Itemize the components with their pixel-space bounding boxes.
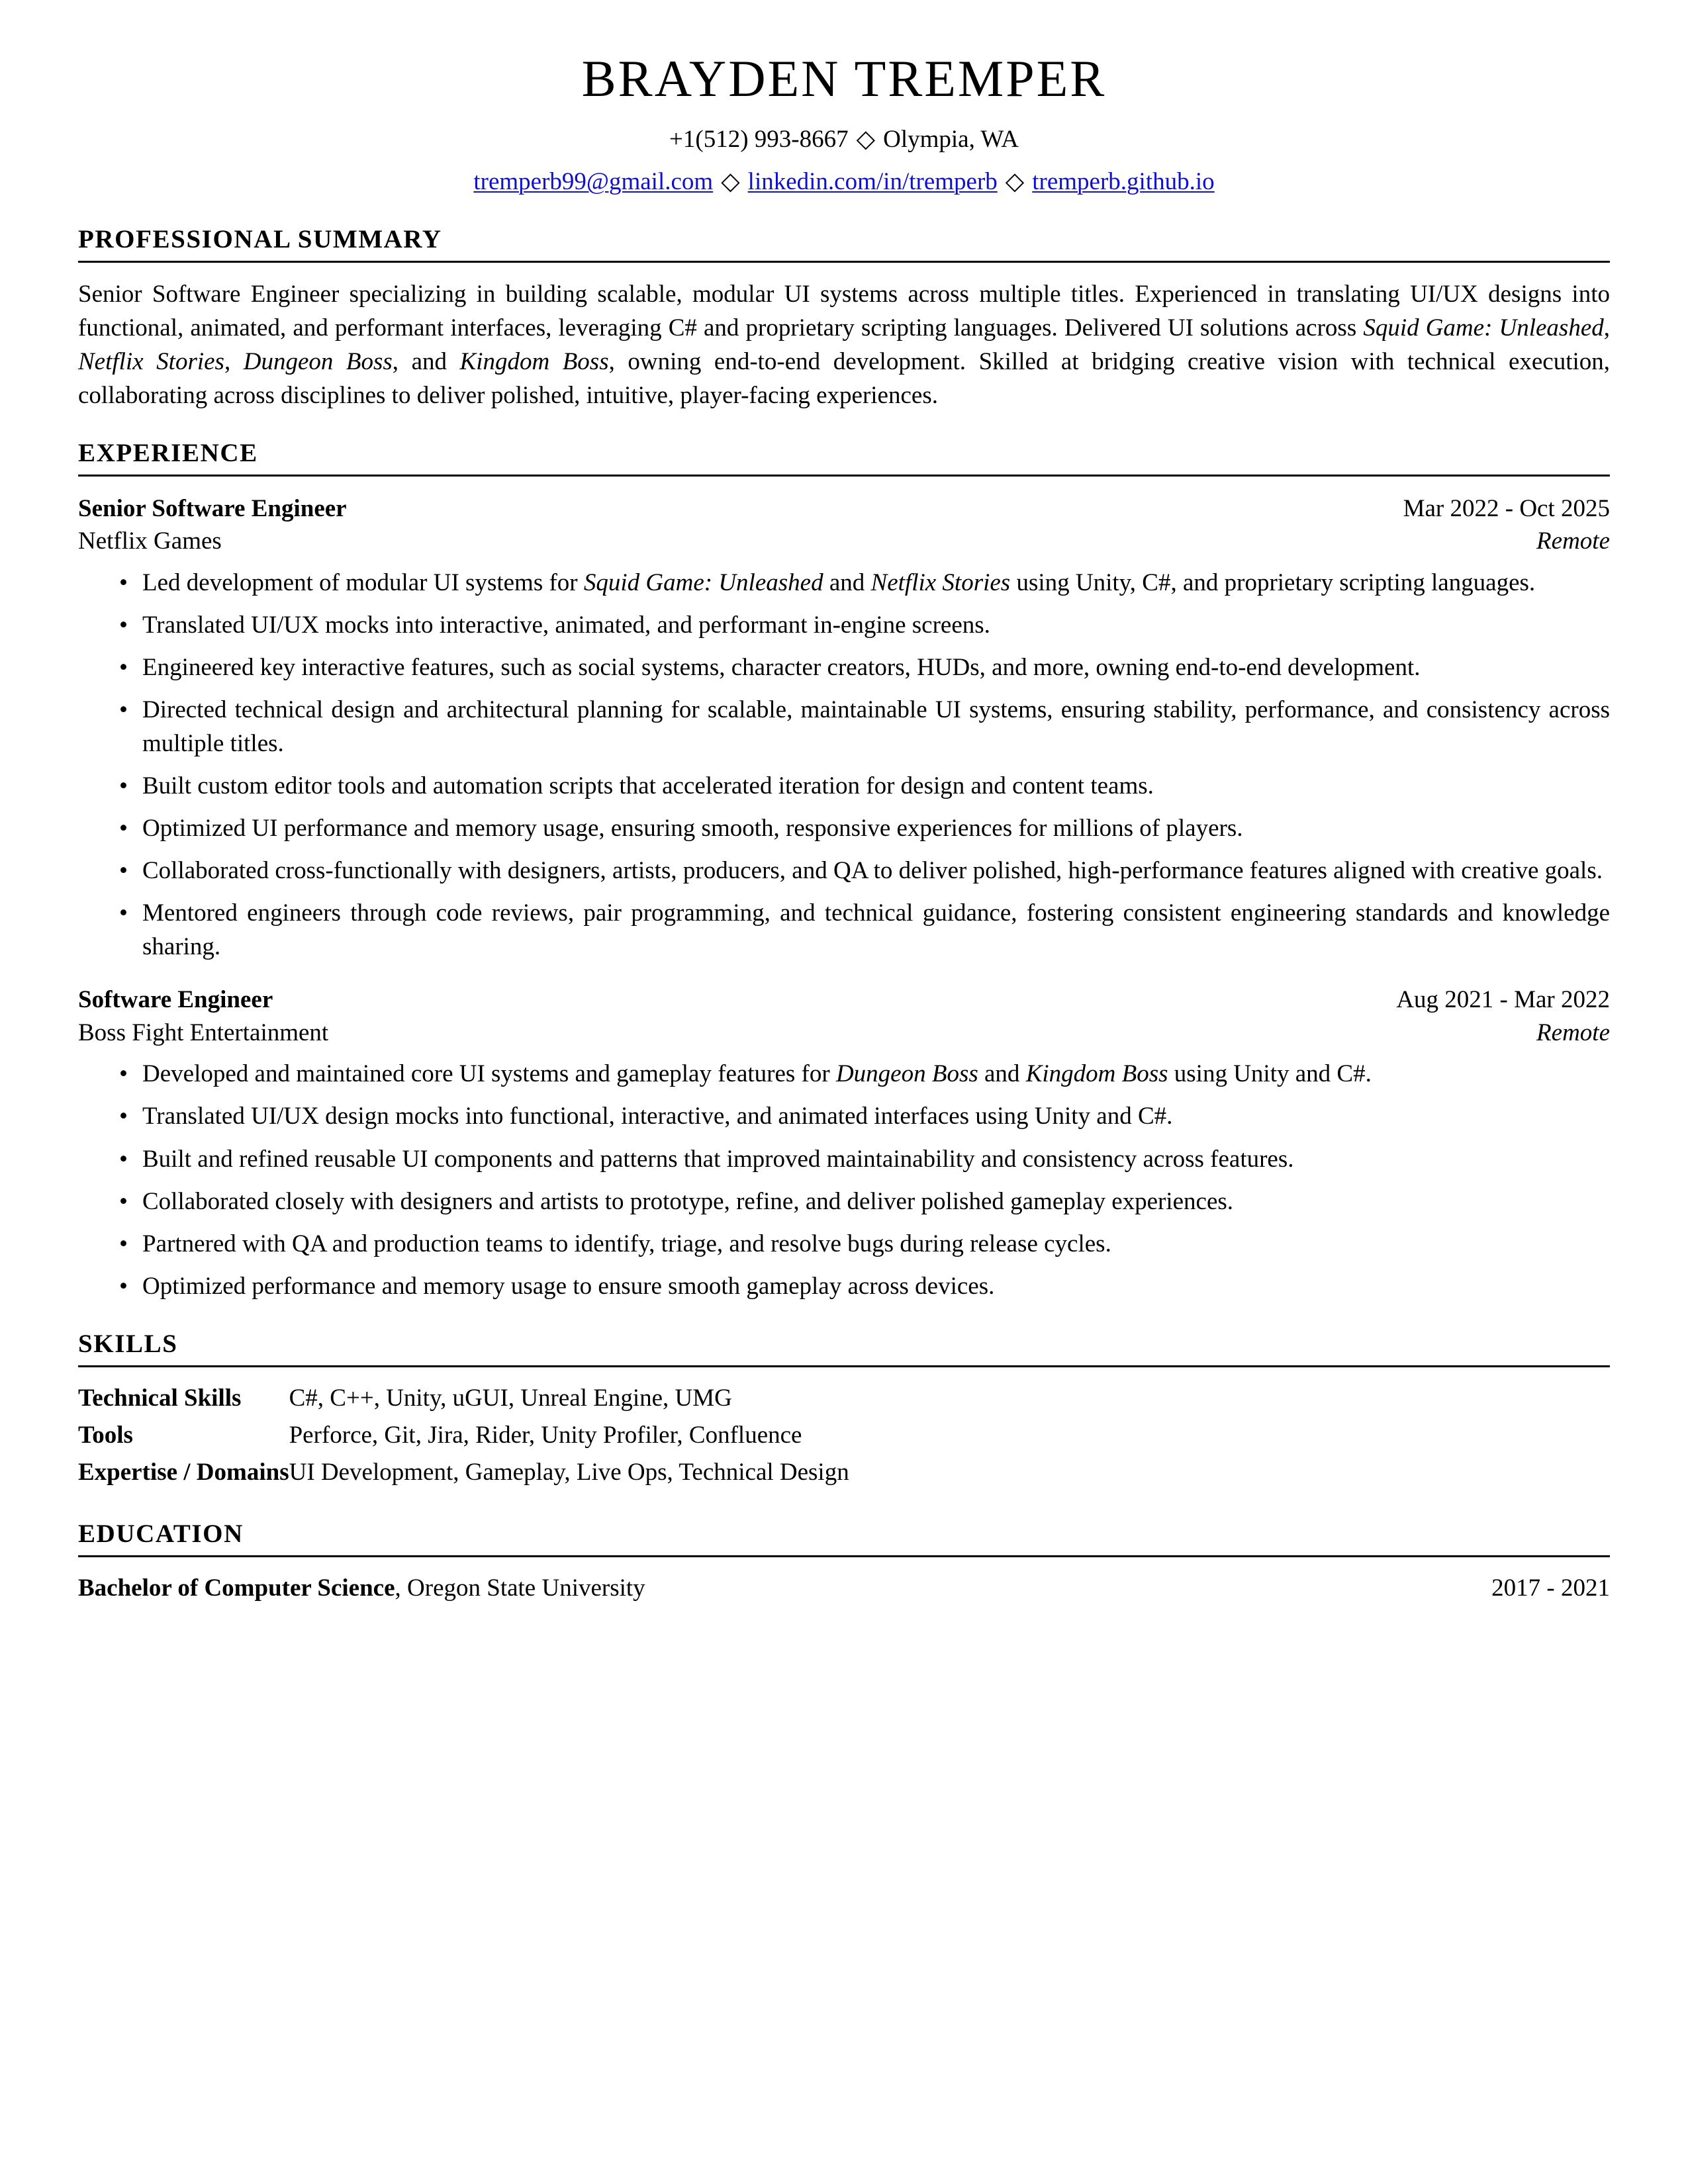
experience-entry: [78, 983, 1610, 1302]
education-degree-line: [78, 1572, 645, 1605]
job-subheader-row: [78, 1017, 1610, 1050]
summary-text-3: ,: [224, 347, 244, 375]
bullet-text-mid: and: [823, 569, 871, 596]
job-title: Senior Software Engineer: [78, 494, 347, 522]
skill-category-value: UI Development, Gameplay, Live Ops, Technical Design: [289, 1458, 849, 1486]
game-title-squid-game: Squid Game: Unleashed: [1363, 314, 1604, 341]
diamond-separator-icon: ◇: [856, 125, 876, 153]
section-divider: [78, 1555, 1610, 1557]
bullet-item: • Engineered key interactive features, such as social systems, character creators, HUDs, and more, owning end-to-end development.: [78, 651, 1610, 684]
bullet-text-mid: and: [978, 1060, 1026, 1088]
skill-category-label: Technical Skills: [78, 1384, 242, 1412]
bullet-text-post: using Unity and C#.: [1168, 1060, 1372, 1088]
skills-table: [78, 1382, 849, 1494]
section-title: PROFESSIONAL SUMMARY: [78, 224, 442, 253]
skill-category-label: Tools: [78, 1421, 133, 1449]
section-divider: [78, 475, 1610, 477]
bullet-item: • Translated UI/UX mocks into interactive, animated, and performant in-engine screens.: [78, 608, 1610, 642]
phone-number: +1(512) 993-8667: [669, 125, 849, 153]
bullet-item: • Mentored engineers through code reviews, pair programming, and technical guidance, fostering consistent engineering standards and knowledge sharing.: [78, 896, 1610, 964]
summary-text-4: , and: [392, 347, 460, 375]
game-title-netflix-stories: Netflix Stories: [870, 569, 1011, 596]
skill-category-label: Expertise / Domains: [78, 1458, 289, 1486]
education-separator: ,: [395, 1574, 408, 1602]
game-title-kingdom-boss: Kingdom Boss: [1025, 1060, 1168, 1088]
table-row: [78, 1419, 849, 1456]
summary-text-5: , owning end-to-end development. Skilled at bridging creative vision with technical execution, collaborating across disciplines to deliver polished, intuitive, player-facing experiences.: [78, 347, 1611, 409]
job-header-row: [78, 983, 1610, 1017]
game-title-dungeon-boss: Dungeon Boss: [835, 1060, 978, 1088]
job-header-row: [78, 492, 1610, 525]
candidate-name: BRAYDEN TREMPER: [581, 50, 1107, 107]
bullet-item: • Built and refined reusable UI components and patterns that improved maintainability and consistency across features.: [78, 1142, 1610, 1176]
bullet-item: • Collaborated cross-functionally with designers, artists, producers, and QA to deliver polished, high-performance features aligned with creative goals.: [78, 854, 1610, 887]
job-bullet-list: [78, 566, 1610, 964]
education-school: Oregon State University: [407, 1574, 645, 1602]
bullet-item: • Partnered with QA and production teams to identify, triage, and resolve bugs during release cycles.: [78, 1227, 1610, 1261]
bullet-item: • Directed technical design and architectural planning for scalable, maintainable UI systems, ensuring stability, performance, and consistency across multiple titles.: [78, 693, 1610, 760]
website-link[interactable]: tremperb.github.io: [1032, 167, 1215, 195]
game-title-kingdom-boss: Kingdom Boss: [459, 347, 609, 375]
table-row: [78, 1382, 849, 1419]
education-entry: [78, 1572, 1610, 1605]
job-date-range: Aug 2021 - Mar 2022: [1396, 986, 1610, 1014]
bullet-item: • Built custom editor tools and automation scripts that accelerated iteration for design and content teams.: [78, 769, 1610, 803]
game-title-squid-game: Squid Game: Unleashed: [583, 569, 823, 596]
game-title-dungeon-boss: Dungeon Boss: [243, 347, 393, 375]
contact-line-primary: [78, 123, 1610, 156]
section-skills: [78, 1330, 1610, 1493]
job-subheader-row: [78, 525, 1610, 558]
bullet-item: • Collaborated closely with designers and artists to prototype, refine, and deliver polished gameplay experiences.: [78, 1185, 1610, 1218]
experience-entry: [78, 492, 1610, 964]
bullet-item: • Optimized performance and memory usage to ensure smooth gameplay across devices.: [78, 1269, 1610, 1303]
summary-text-2: ,: [1603, 314, 1610, 341]
section-divider: [78, 1365, 1610, 1367]
diamond-separator-icon: ◇: [1005, 167, 1025, 195]
skill-category-value: Perforce, Git, Jira, Rider, Unity Profiler, Confluence: [289, 1421, 802, 1449]
table-row: [78, 1456, 849, 1493]
bullet-text-pre: Led development of modular UI systems for: [142, 569, 584, 596]
job-company: Netflix Games: [78, 527, 222, 555]
game-title-netflix-stories: Netflix Stories: [78, 347, 224, 375]
section-professional-summary: [78, 225, 1610, 412]
section-divider: [78, 261, 1610, 263]
skill-category-value: C#, C++, Unity, uGUI, Unreal Engine, UMG: [289, 1384, 732, 1412]
section-title: EXPERIENCE: [78, 438, 258, 467]
job-company: Boss Fight Entertainment: [78, 1019, 329, 1046]
job-date-range: Mar 2022 - Oct 2025: [1403, 494, 1610, 522]
bullet-text-post: using Unity, C#, and proprietary scripting languages.: [1010, 569, 1536, 596]
bullet-item: • Translated UI/UX design mocks into functional, interactive, and animated interfaces using Unity and C#.: [78, 1099, 1610, 1133]
email-link[interactable]: tremperb99@gmail.com: [473, 167, 714, 195]
section-experience: [78, 439, 1610, 1303]
bullet-item: [78, 1057, 1610, 1091]
section-education: [78, 1520, 1610, 1604]
job-location: Remote: [1536, 1019, 1610, 1046]
contact-line-links: [78, 165, 1610, 199]
bullet-item: • Optimized UI performance and memory usage, ensuring smooth, responsive experiences for millions of players.: [78, 811, 1610, 845]
resume-content: [78, 0, 1610, 1605]
linkedin-link[interactable]: linkedin.com/in/tremperb: [747, 167, 998, 195]
section-title: SKILLS: [78, 1329, 178, 1358]
job-location: Remote: [1536, 527, 1610, 555]
job-title: Software Engineer: [78, 986, 273, 1014]
job-bullet-list: [78, 1057, 1610, 1302]
location-text: Olympia, WA: [883, 125, 1019, 153]
summary-text-1: Senior Software Engineer specializing in building scalable, modular UI systems across multiple titles. Experienced in translating UI/UX designs into functional, animated, and performant interfaces, leveraging C# and proprietary scripting languages. Delivered UI solutions across: [78, 280, 1610, 341]
education-degree: Bachelor of Computer Science: [78, 1574, 395, 1602]
bullet-text-pre: Developed and maintained core UI systems and gameplay features for: [142, 1060, 836, 1088]
diamond-separator-icon: ◇: [721, 167, 740, 195]
section-title: EDUCATION: [78, 1520, 244, 1549]
summary-paragraph: [78, 277, 1610, 412]
bullet-item: [78, 566, 1610, 600]
education-date-range: 2017 - 2021: [1491, 1574, 1610, 1602]
